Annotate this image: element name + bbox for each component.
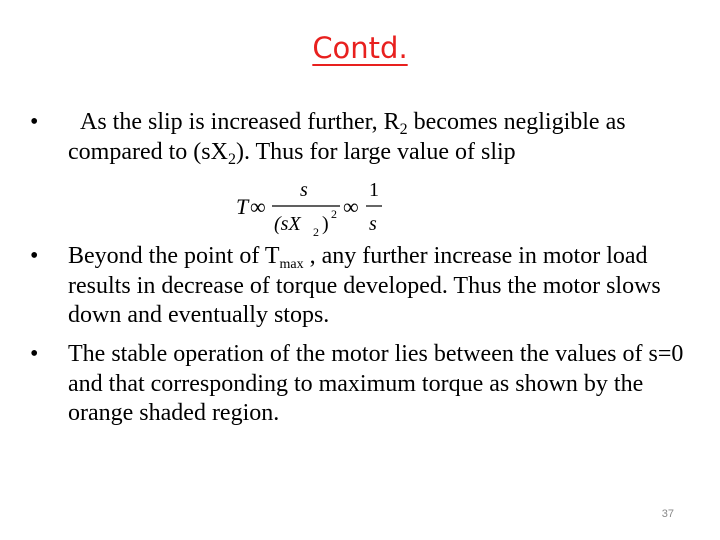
torque-slip-formula <box>232 178 392 238</box>
formula-den-close: ) <box>322 213 329 235</box>
bullet1-text-b: becomes negligible as compared to (sX <box>68 109 626 165</box>
bullet1-subscript-r: 2 <box>399 121 408 138</box>
bullet1-text-a: As the slip is increased further, R <box>80 109 400 135</box>
formula-den-superscript: 2 <box>331 207 337 221</box>
formula-denominator-s: s <box>369 213 377 235</box>
formula-proportional-1: ∞ <box>250 194 266 219</box>
bullet1-text-c: ). Thus for large value of slip <box>235 138 516 165</box>
formula-den-open: (sX <box>274 213 301 235</box>
bullet1-subscript-x: 2 <box>227 150 236 168</box>
bullet2-subscript-max: max <box>279 257 304 272</box>
formula-numerator-1: 1 <box>369 179 379 201</box>
bullet-item-3 <box>30 340 690 429</box>
bullet-text-3: The stable operation of the motor lies between the values of s=0 and that corresponding to maximum torque as shown by the orange shaded region. <box>68 341 684 426</box>
bullet-item-1 <box>30 108 690 167</box>
page-number: 37 <box>661 508 674 520</box>
bullet-text-1 <box>68 108 690 167</box>
formula-lhs-t: T <box>236 194 249 219</box>
bullet2-text-a: Beyond the point of T <box>68 243 280 269</box>
bullet-text-2 <box>68 242 690 331</box>
bullet-marker: • <box>30 341 39 367</box>
slide-title-text: Contd. <box>312 31 408 65</box>
bullet-marker: • <box>30 109 39 135</box>
bullet-item-2 <box>30 242 690 331</box>
bullet2-text-b: , any further increase in motor load results in decrease of torque developed. Thus the motor slows down and eventually stops. <box>68 243 661 328</box>
formula-proportional-2: ∞ <box>343 194 359 219</box>
formula-numerator-s: s <box>300 179 308 201</box>
bullet-marker: • <box>30 243 39 269</box>
slide-title <box>0 28 720 68</box>
formula-den-subscript: 2 <box>313 225 319 238</box>
